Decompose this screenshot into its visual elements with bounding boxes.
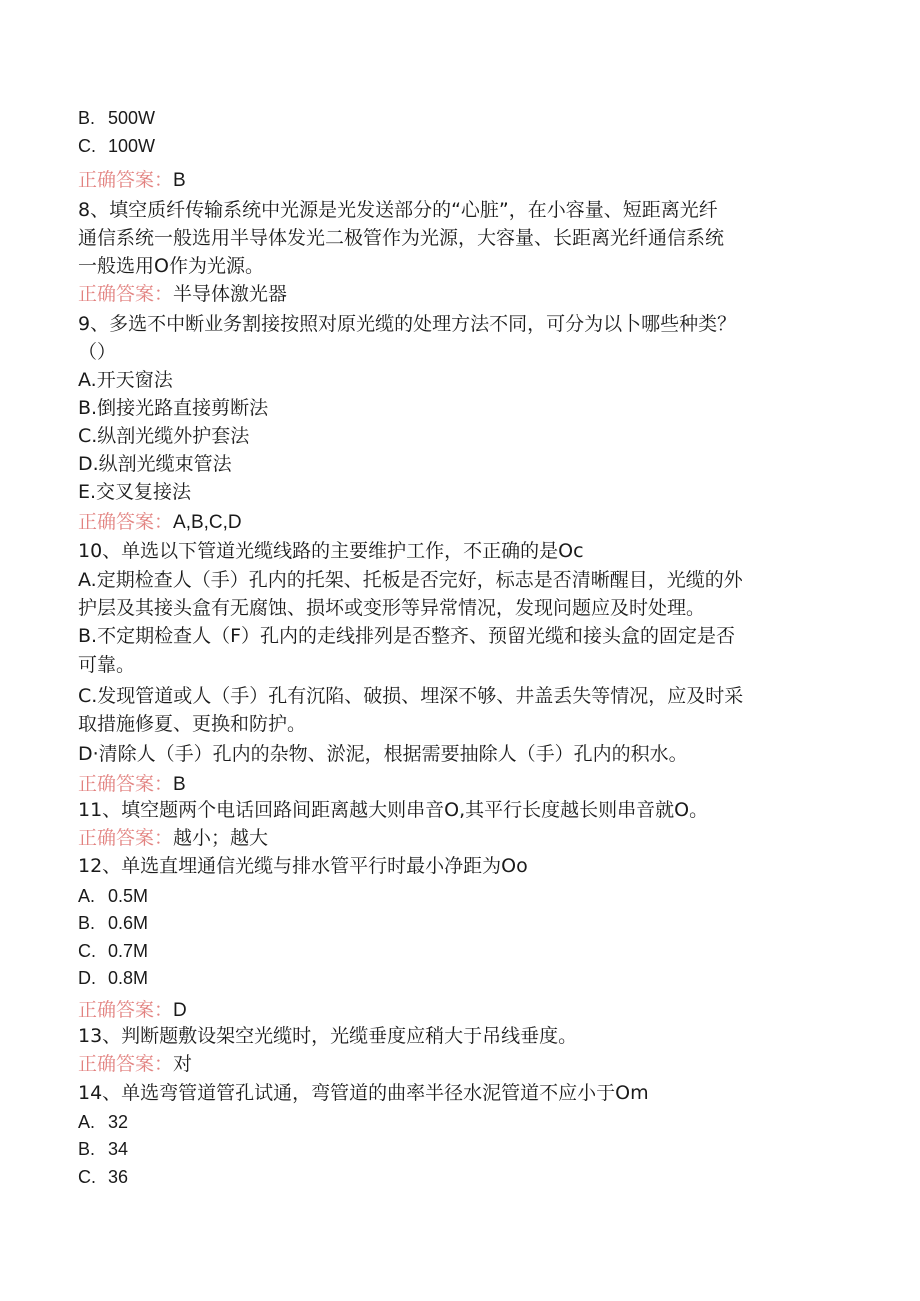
option-a: A.开天窗法	[78, 369, 173, 391]
option-c: C.纵剖光缆外护套法	[78, 425, 250, 447]
answer-line: 正确答案：对	[78, 1053, 193, 1075]
answer-line: 正确答案：A,B,C,D	[78, 511, 242, 533]
option-d: D. 0.8M	[78, 968, 149, 988]
answer-line: 正确答案：D	[78, 999, 187, 1021]
question-14-line-1: 14、单选弯管道管孔试通，弯管道的曲率半径水泥管道不应小于Om	[78, 1082, 649, 1104]
question-10-line-4: B.不定期检查人（F）孔内的走线排列是否整齐、预留光缆和接头盒的固定是否	[78, 625, 736, 647]
answer-line: 正确答案：B	[78, 773, 186, 795]
question-10-line-2: A.定期检查人（手）孔内的托架、托板是否完好，标志是否清晰醒目，光缆的外	[78, 569, 743, 591]
question-8-line-2: 通信系统一般选用半导体发光二极管作为光源，大容量、长距离光纤通信系统	[78, 227, 725, 249]
question-10-line-5: 可靠。	[78, 654, 136, 676]
option-e: E.交叉复接法	[78, 481, 192, 503]
option-b: B. 34	[78, 1139, 129, 1159]
answer-line: 正确答案：越小；越大	[78, 827, 269, 849]
question-8-line-1: 8、填空质纤传输系统中光源是光发送部分的“心脏”，在小容量、短距离光纤	[78, 199, 718, 221]
option-b: B. 500W	[78, 108, 156, 128]
question-10-line-3: 护层及其接头盒有无腐蚀、损坏或变形等异常情况，发现问题应及时处理。	[78, 597, 706, 619]
question-10-line-6: C.发现管道或人（手）孔有沉陷、破损、埋深不够、井盖丢失等情况，应及时采	[78, 685, 744, 707]
question-9-line-2: （）	[78, 341, 117, 363]
question-9-line-1: 9、多选不中断业务割接按照对原光缆的处理方法不同，可分为以卜哪些种类？	[78, 313, 737, 335]
answer-line: 正确答案：半导体激光器	[78, 283, 288, 305]
question-10-line-7: 取措施修夏、更换和防护。	[78, 713, 307, 735]
option-a: A. 32	[78, 1112, 129, 1132]
question-8-line-3: 一般选用O作为光源。	[78, 255, 264, 277]
question-10-line-8: D·清除人（手）孔内的杂物、淤泥，根据需要抽除人（手）孔内的积水。	[78, 743, 688, 765]
option-b: B. 0.6M	[78, 913, 149, 933]
option-d: D.纵剖光缆束管法	[78, 453, 232, 475]
answer-line: 正确答案：B	[78, 169, 186, 191]
option-b: B.倒接光路直接剪断法	[78, 397, 269, 419]
option-a: A. 0.5M	[78, 886, 149, 906]
question-10-line-1: 10、单选以下管道光缆线路的主要维护工作，不正确的是Oc	[78, 540, 584, 562]
question-12-line-1: 12、单选直埋通信光缆与排水管平行时最小净距为Oo	[78, 855, 528, 877]
question-11-line-1: 11、填空题两个电话回路间距离越大则串音O,其平行长度越长则串音就O。	[78, 799, 709, 821]
option-c: C. 36	[78, 1167, 129, 1187]
option-c: C. 0.7M	[78, 941, 149, 961]
option-c: C. 100W	[78, 136, 156, 156]
question-13-line-1: 13、判断题敷设架空光缆时，光缆垂度应稍大于吊线垂度。	[78, 1025, 578, 1047]
